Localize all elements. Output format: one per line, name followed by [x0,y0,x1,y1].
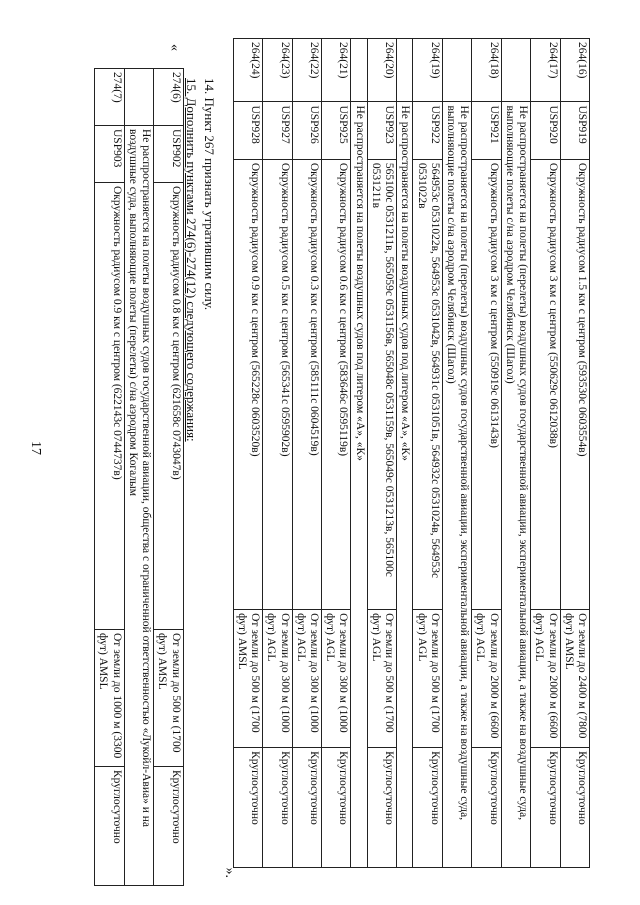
altitude-limits: От земли до 300 м (1000 фут) AGL [263,610,292,748]
note-row [442,39,471,868]
note-text: Не распространяется на полеты (перелеты) воздушных судов государственной авиации, экспериментальной авиации, а также на воздушные суда, выполняющие полеты с/на аэродром Челябинск (Шагол) [501,102,530,868]
altitude-limits: От земли до 500 м (1700 фут) AMSL [154,630,183,767]
operating-time: Круглосуточно [95,767,124,886]
operating-time: Круглосуточно [292,748,321,868]
table-row [95,69,124,886]
paragraph-15: 15. Дополнить пунктами 274(6)-274(12) следующего содержания: [184,78,200,442]
operating-time: Круглосуточно [233,748,262,868]
note-text: Не распространяется на полеты (перелеты) воздушных судов государственной авиации, экспериментальной авиации, а также на воздушные суда, выполняющие полеты с/на аэродром Челябинск (Шагол) [442,102,471,868]
table-row [560,39,589,868]
note-row [351,39,367,868]
zone-description: 564953с 0531022в, 564953с 0531042в, 564931с 0531051в, 564932с 0531024в, 564953с 0531022в [413,159,442,609]
item-number: 264(22) [292,39,321,102]
item-number: 274(7) [95,69,124,126]
table-row [367,39,396,868]
zone-code: USP903 [95,126,124,183]
altitude-limits: От земли до 2000 м (6600 фут) AGL [531,610,560,748]
altitude-limits: От земли до 500 м (1700 фут) AMSL [233,610,262,748]
paragraph-14: 14. Пункт 267 признать утратившим силу. [201,78,217,311]
operating-time: Круглосуточно [154,767,183,886]
airspace-table-1 [233,38,590,868]
zone-code: USP926 [292,102,321,159]
altitude-limits: От земли до 300 м (1000 фут) AGL [322,610,351,748]
table-row [154,69,183,886]
altitude-limits: От земли до 2000 м (6600 фут) AGL [472,610,501,748]
operating-time: Круглосуточно [322,748,351,868]
open-quote: « [166,44,182,51]
table-row [472,39,501,868]
table-row [292,39,321,868]
altitude-limits: От земли до 500 м (1700 фут) AGL [367,610,396,748]
zone-description: Окружность радиусом 1.5 км с центром (593530с 0603554в) [560,159,589,609]
item-number: 264(23) [263,39,292,102]
zone-code: USP927 [263,102,292,159]
note-empty-cell [501,39,530,102]
note-row [397,39,413,868]
operating-time: Круглосуточно [472,748,501,868]
zone-code: USP922 [413,102,442,159]
zone-description: Окружность радиусом 3 км с центром (550919с 0613143в) [472,159,501,609]
airspace-table-2 [94,68,183,886]
item-number: 264(18) [472,39,501,102]
note-row [501,39,530,868]
zone-description: Окружность радиусом 3 км с центром (550629с 0612038в) [531,159,560,609]
close-quote: ». [221,867,237,878]
operating-time: Круглосуточно [263,748,292,868]
operating-time: Круглосуточно [367,748,396,868]
page-number: 17 [28,441,43,455]
zone-code: USP920 [531,102,560,159]
note-text: Не распространяется на полеты воздушных судов под литером «А», «К» [397,102,413,868]
zone-code: USP902 [154,126,183,183]
operating-time: Круглосуточно [531,748,560,868]
item-number: 264(16) [560,39,589,102]
item-number: 264(20) [367,39,396,102]
altitude-limits: От земли до 1000 м (3300 фут) AMSL [95,630,124,767]
item-number: 274(6) [154,69,183,126]
zone-code: USP921 [472,102,501,159]
table-row [233,39,262,868]
table-row [322,39,351,868]
altitude-limits: От земли до 2400 м (7800 фут) AMSL [560,610,589,748]
operating-time: Круглосуточно [413,748,442,868]
zone-code: USP928 [233,102,262,159]
note-empty-cell [397,39,413,102]
zone-code: USP923 [367,102,396,159]
altitude-limits: От земли до 500 м (1700 фут) AGL [413,610,442,748]
note-text: Не распространяется на полеты воздушных судов государственной авиации, общества с ограниченной ответственностью «Лукойл-Авиа» и на воздушные суда, выполняющие полеты (перелеты) с/на аэродром Когалым [124,126,153,886]
zone-description: Окружность радиусом 0.9 км с центром (622143с 0744737в) [95,183,124,630]
zone-description: Окружность радиусом 0.6 км с центром (583646с 0595119в) [322,159,351,609]
table-row [413,39,442,868]
note-empty-cell [351,39,367,102]
zone-code: USP925 [322,102,351,159]
item-number: 264(21) [322,39,351,102]
zone-description: Окружность радиусом 0.3 км с центром (585111с 0604519в) [292,159,321,609]
note-empty-cell [124,69,153,126]
zone-description: Окружность радиусом 0.8 км с центром (621658с 0743047в) [154,183,183,630]
zone-description: 565100с 0531211в, 565059с 0531156в, 565048с 0531159в, 565049с 0531213в, 565100с 0531211в [367,159,396,609]
note-text: Не распространяется на полеты воздушных судов под литером «А», «К» [351,102,367,868]
operating-time: Круглосуточно [560,748,589,868]
zone-code: USP919 [560,102,589,159]
item-number: 264(24) [233,39,262,102]
zone-description: Окружность радиусом 0.9 км с центром (565228с 0603520в) [233,159,262,609]
table-row [531,39,560,868]
item-number: 264(17) [531,39,560,102]
item-number: 264(19) [413,39,442,102]
altitude-limits: От земли до 300 м (1000 фут) AGL [292,610,321,748]
note-empty-cell [442,39,471,102]
zone-description: Окружность радиусом 0.5 км с центром (565341с 0595902в) [263,159,292,609]
table-row [263,39,292,868]
note-row [124,69,153,886]
